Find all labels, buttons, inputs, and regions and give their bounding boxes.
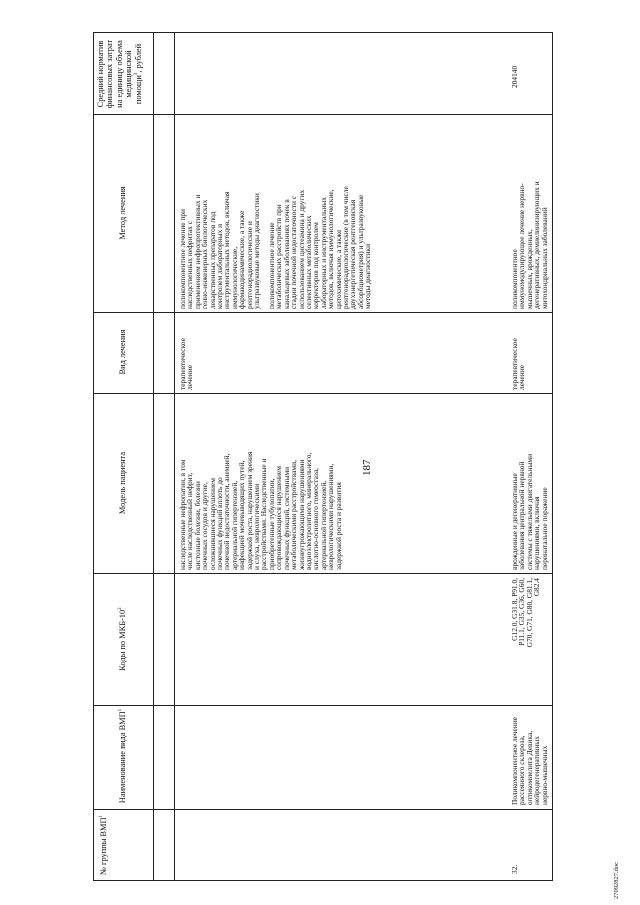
header-kind: Вид лечения: [118, 329, 127, 375]
header-model: Модель пациента: [118, 451, 127, 515]
footer-doc-code: 27092827.doc: [613, 861, 620, 899]
header-codes: Коды по МКБ-$10^2$: [118, 607, 127, 671]
row-2-cost: 204140: [510, 65, 519, 88]
header-name: Наименование вида ВМП$^1$: [118, 708, 127, 804]
row-2-kind: терапевтическое лечение: [510, 338, 527, 390]
header-method: Метод лечения: [118, 186, 127, 240]
row-1-kind: терапевтическое лечение: [178, 338, 195, 390]
header-cost: Средний норматив финансовых затрат на единицу объема медицинской помощи$^3$, рублей: [96, 39, 143, 109]
row-2-codes: G12.0, G31.8, P91.0, P11.1, G35, G36, G60, G70, G71, G80, G81.1, G82.4: [510, 578, 542, 648]
header-number: № группы ВМП$^1$: [99, 814, 108, 876]
row-2-name: Поликомпонентное лечение рассеянного склероза, оптикомиелита Девика, нейродегенеративных нервно-мышечных: [510, 717, 549, 805]
row-1-method: поликомпонентное лечение при наследственных нефритах с применением нефропротективных и генно-инженерных биологических лекарственных препаратов под контролем лабораторных и инструментальных методов, включая иммунологические, фармакодинамические, а также рентгенорадиологические и ультразвуковые методы диагностики поликомпонентное лечение метаболических расстройств при канальцевых заболеваниях почек в стадии почечной недостаточности с использованием цистеамина и других селективных метаболических корректоров под контролем лабораторных и инструментальных методов, включая иммунологические, цитохимические, а также рентгенорадиологические (в том числе двухэнергетическая рентгеновская абсорбциометрия) и ультразвуковые методы диагностики: [178, 186, 373, 309]
row-2-method: поликомпонентное иммуномодулирующее лечение нервно- мышечных, врожденных, дегенеративных, демиелинизирующих и митохондриальных заболеваний: [510, 181, 549, 309]
row-1-model: наследственные нефропатии, в том числе наследственный нефрит, кистозные болезни, болезни почечных сосудов и другие, осложнившиеся нарушением почечных функций вплоть до почечной недостаточности, анемией, артериальной гипертензией, инфекцией мочевыводящих путей, задержкой роста, нарушением зрения и слуха, неврологическими расстройствами. Наследственные и приобретенные тубулопатии, сопровождающиеся нарушением почечных функций, системными метаболическими расстройствами, жизнеугрожающими нарушениями водноэлектролитного, минерального, кислотно-основного гомеостаза, артериальной гипертензией, неврологическими нарушениями, задержкой роста и развития: [178, 451, 343, 570]
row-2-model: врожденные и дегенеративные заболевания центральной нервной системы с тяжелыми двигательными нарушениями, включая перинатальное поражение: [510, 453, 549, 570]
page-number: 187: [361, 459, 373, 476]
row-2-number: 32.: [510, 864, 519, 874]
